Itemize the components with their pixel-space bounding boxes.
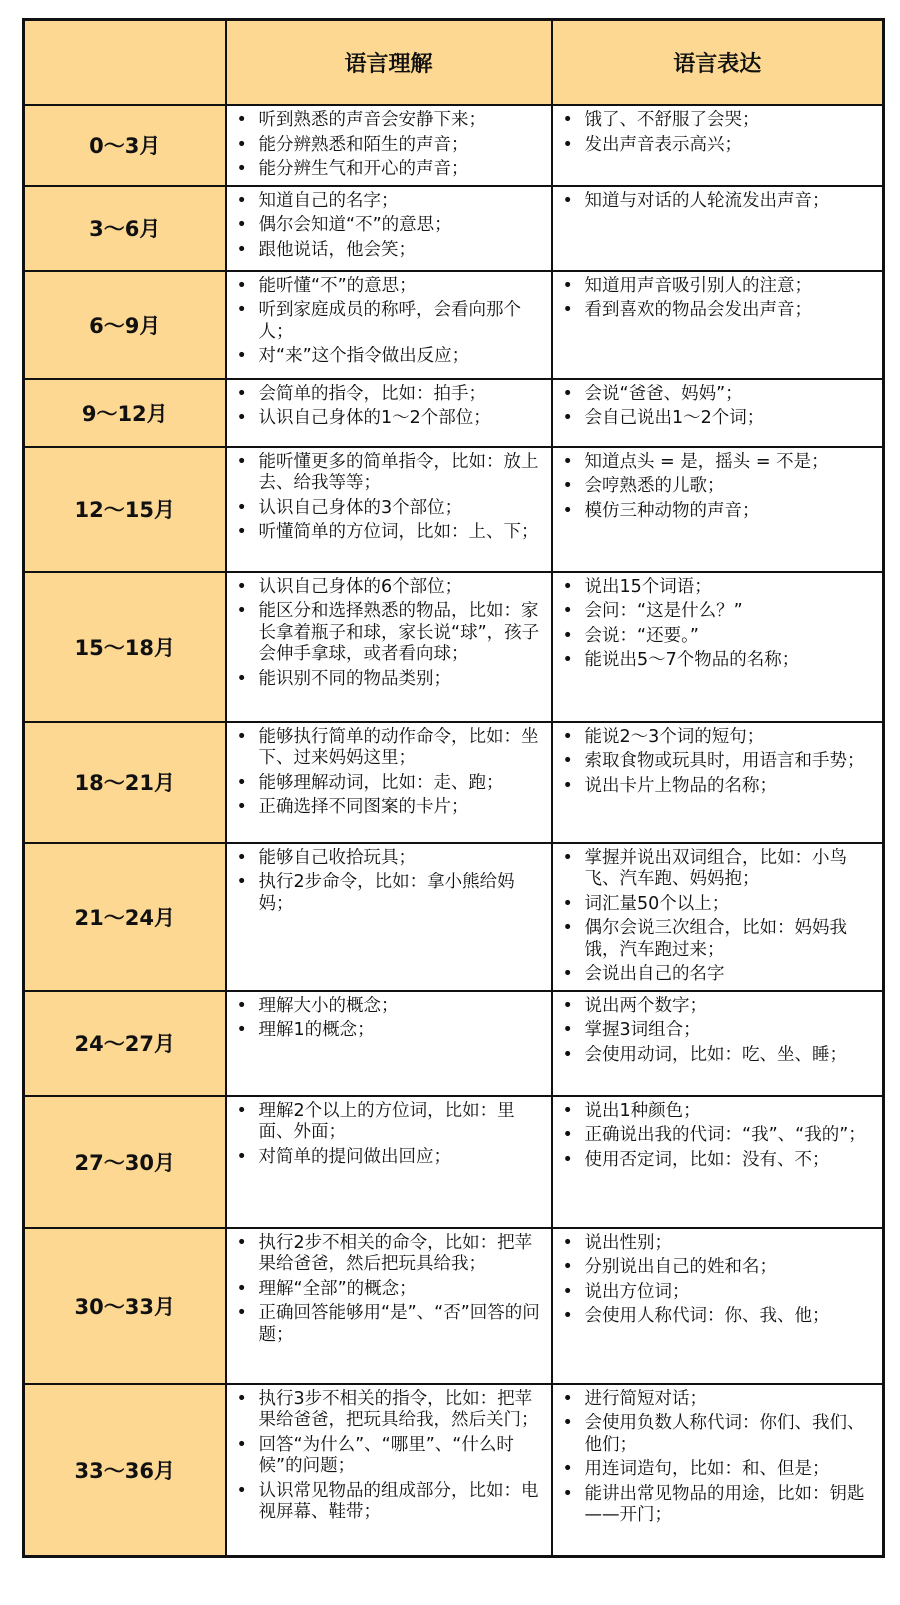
comprehension-list (227, 448, 551, 548)
expression-cell (552, 1096, 884, 1228)
table-row (24, 1384, 884, 1557)
list-item: • 执行2步不相关的命令，比如：把苹果给爸爸，然后把玩具给我； (259, 1233, 543, 1276)
comprehension-list (227, 1385, 551, 1528)
table-row (24, 843, 884, 991)
age-range-cell: 21～24月 (24, 843, 226, 991)
expression-list (553, 844, 883, 990)
comprehension-list (227, 1097, 551, 1173)
comprehension-list (227, 723, 551, 823)
age-range-cell: 6～9月 (24, 271, 226, 379)
list-item: • 分别说出自己的姓和名； (585, 1257, 875, 1279)
list-item: • 能说2～3个词的短句； (585, 727, 875, 749)
expression-cell (552, 186, 884, 271)
list-item: • 能讲出常见物品的用途，比如：钥匙——开门； (585, 1484, 875, 1527)
age-range-cell: 24～27月 (24, 991, 226, 1096)
comprehension-list (227, 992, 551, 1046)
list-item: • 理解“全部”的概念； (259, 1279, 543, 1301)
comprehension-list (227, 380, 551, 434)
expression-cell (552, 379, 884, 447)
list-item: • 会自己说出1～2个词； (585, 408, 875, 430)
comprehension-cell (226, 572, 552, 722)
header-expression: 语言表达 (552, 20, 884, 106)
expression-list (553, 1097, 883, 1176)
age-range-cell: 27～30月 (24, 1096, 226, 1228)
table-row (24, 379, 884, 447)
table-row (24, 447, 884, 572)
expression-list (553, 380, 883, 434)
list-item: • 索取食物或玩具时，用语言和手势； (585, 751, 875, 773)
table-row (24, 1096, 884, 1228)
list-item: • 掌握并说出双词组合，比如：小鸟飞、汽车跑、妈妈抱； (585, 848, 875, 891)
list-item: • 说出15个词语； (585, 577, 875, 599)
list-item: • 进行简短对话； (585, 1389, 875, 1411)
expression-cell (552, 722, 884, 843)
list-item: • 说出方位词； (585, 1282, 875, 1304)
list-item: • 对简单的提问做出回应； (259, 1147, 543, 1169)
comprehension-cell (226, 271, 552, 379)
list-item: • 执行2步命令，比如：拿小熊给妈妈； (259, 872, 543, 915)
list-item: • 能够理解动词，比如：走、跑； (259, 773, 543, 795)
comprehension-list (227, 1229, 551, 1351)
list-item: • 能分辨熟悉和陌生的声音； (259, 135, 543, 157)
age-range-cell: 30～33月 (24, 1228, 226, 1384)
comprehension-cell (226, 447, 552, 572)
comprehension-list (227, 844, 551, 920)
list-item: • 会使用负数人称代词：你们、我们、他们； (585, 1413, 875, 1456)
comprehension-cell (226, 1228, 552, 1384)
expression-cell (552, 1384, 884, 1557)
list-item: • 正确回答能够用“是”、“否”回答的问题； (259, 1303, 543, 1346)
age-range-cell: 0～3月 (24, 105, 226, 186)
comprehension-list (227, 187, 551, 266)
table-row (24, 572, 884, 722)
header-age (24, 20, 226, 106)
comprehension-cell (226, 991, 552, 1096)
list-item: • 说出两个数字； (585, 996, 875, 1018)
list-item: • 词汇量50个以上； (585, 894, 875, 916)
age-range-cell: 33～36月 (24, 1384, 226, 1557)
list-item: • 会简单的指令，比如：拍手； (259, 384, 543, 406)
expression-cell (552, 105, 884, 186)
expression-list (553, 992, 883, 1071)
list-item: • 能听懂“不”的意思； (259, 276, 543, 298)
list-item: • 能识别不同的物品类别； (259, 669, 543, 691)
list-item: • 说出性别； (585, 1233, 875, 1255)
expression-cell (552, 572, 884, 722)
expression-list (553, 448, 883, 527)
expression-list (553, 187, 883, 217)
list-item: • 理解1的概念； (259, 1020, 543, 1042)
comprehension-cell (226, 379, 552, 447)
table-row (24, 105, 884, 186)
age-range-cell: 9～12月 (24, 379, 226, 447)
list-item: • 能分辨生气和开心的声音； (259, 159, 543, 181)
list-item: • 会说“爸爸、妈妈”； (585, 384, 875, 406)
list-item: • 会说出自己的名字 (585, 964, 875, 986)
expression-list (553, 1385, 883, 1531)
list-item: • 能区分和选择熟悉的物品，比如：家长拿着瓶子和球，家长说“球”，孩子会伸手拿球，或者看向球； (259, 601, 543, 666)
table-row (24, 991, 884, 1096)
list-item: • 能够自己收拾玩具； (259, 848, 543, 870)
list-item: • 会哼熟悉的儿歌； (585, 476, 875, 498)
list-item: • 会问：“这是什么？” (585, 601, 875, 623)
list-item: • 听到熟悉的声音会安静下来； (259, 110, 543, 132)
table-row (24, 186, 884, 271)
list-item: • 偶尔会说三次组合，比如：妈妈我饿，汽车跑过来； (585, 918, 875, 961)
list-item: • 用连词造句，比如：和、但是； (585, 1459, 875, 1481)
expression-cell (552, 991, 884, 1096)
list-item: • 掌握3词组合； (585, 1020, 875, 1042)
table-row (24, 722, 884, 843)
list-item: • 对“来”这个指令做出反应； (259, 346, 543, 368)
comprehension-cell (226, 186, 552, 271)
expression-list (553, 272, 883, 326)
list-item: • 回答“为什么”、“哪里”、“什么时候”的问题； (259, 1435, 543, 1478)
list-item: • 说出1种颜色； (585, 1101, 875, 1123)
list-item: • 知道与对话的人轮流发出声音； (585, 191, 875, 213)
list-item: • 理解2个以上的方位词，比如：里面、外面； (259, 1101, 543, 1144)
list-item: • 能说出5～7个物品的名称； (585, 650, 875, 672)
comprehension-cell (226, 105, 552, 186)
comprehension-cell (226, 843, 552, 991)
list-item: • 饿了、不舒服了会哭； (585, 110, 875, 132)
table-body (24, 105, 884, 1557)
comprehension-cell (226, 1096, 552, 1228)
list-item: • 知道用声音吸引别人的注意； (585, 276, 875, 298)
list-item: • 发出声音表示高兴； (585, 135, 875, 157)
comprehension-cell (226, 722, 552, 843)
list-item: • 认识常见物品的组成部分，比如：电视屏幕、鞋带； (259, 1481, 543, 1524)
list-item: • 正确选择不同图案的卡片； (259, 797, 543, 819)
list-item: • 理解大小的概念； (259, 996, 543, 1018)
expression-list (553, 1229, 883, 1332)
list-item: • 听到家庭成员的称呼，会看向那个人； (259, 300, 543, 343)
comprehension-list (227, 106, 551, 185)
table-row (24, 271, 884, 379)
list-item: • 使用否定词，比如：没有、不； (585, 1150, 875, 1172)
age-range-cell: 12～15月 (24, 447, 226, 572)
expression-list (553, 723, 883, 802)
expression-list (553, 573, 883, 676)
list-item: • 认识自己身体的3个部位； (259, 498, 543, 520)
list-item: • 会使用人称代词：你、我、他； (585, 1306, 875, 1328)
list-item: • 会使用动词，比如：吃、坐、睡； (585, 1045, 875, 1067)
list-item: • 听懂简单的方位词，比如：上、下； (259, 522, 543, 544)
header-comprehension: 语言理解 (226, 20, 552, 106)
expression-cell (552, 1228, 884, 1384)
list-item: • 会说：“还要。” (585, 626, 875, 648)
expression-cell (552, 271, 884, 379)
list-item: • 知道自己的名字； (259, 191, 543, 213)
list-item: • 知道点头 = 是，摇头 = 不是； (585, 452, 875, 474)
list-item: • 说出卡片上物品的名称； (585, 776, 875, 798)
comprehension-list (227, 573, 551, 695)
list-item: • 模仿三种动物的声音； (585, 501, 875, 523)
list-item: • 正确说出我的代词：“我”、“我的”； (585, 1125, 875, 1147)
list-item: • 能够执行简单的动作命令，比如：坐下、过来妈妈这里； (259, 727, 543, 770)
language-milestones-table (22, 18, 885, 1558)
expression-cell (552, 843, 884, 991)
age-range-cell: 3～6月 (24, 186, 226, 271)
header-row (24, 20, 884, 106)
comprehension-list (227, 272, 551, 372)
list-item: • 偶尔会知道“不”的意思； (259, 215, 543, 237)
expression-list (553, 106, 883, 160)
list-item: • 跟他说话，他会笑； (259, 240, 543, 262)
list-item: • 能听懂更多的简单指令，比如：放上去、给我等等； (259, 452, 543, 495)
list-item: • 认识自己身体的6个部位； (259, 577, 543, 599)
age-range-cell: 15～18月 (24, 572, 226, 722)
list-item: • 认识自己身体的1～2个部位； (259, 408, 543, 430)
list-item: • 看到喜欢的物品会发出声音； (585, 300, 875, 322)
expression-cell (552, 447, 884, 572)
comprehension-cell (226, 1384, 552, 1557)
table-row (24, 1228, 884, 1384)
list-item: • 执行3步不相关的指令，比如：把苹果给爸爸，把玩具给我，然后关门； (259, 1389, 543, 1432)
age-range-cell: 18～21月 (24, 722, 226, 843)
